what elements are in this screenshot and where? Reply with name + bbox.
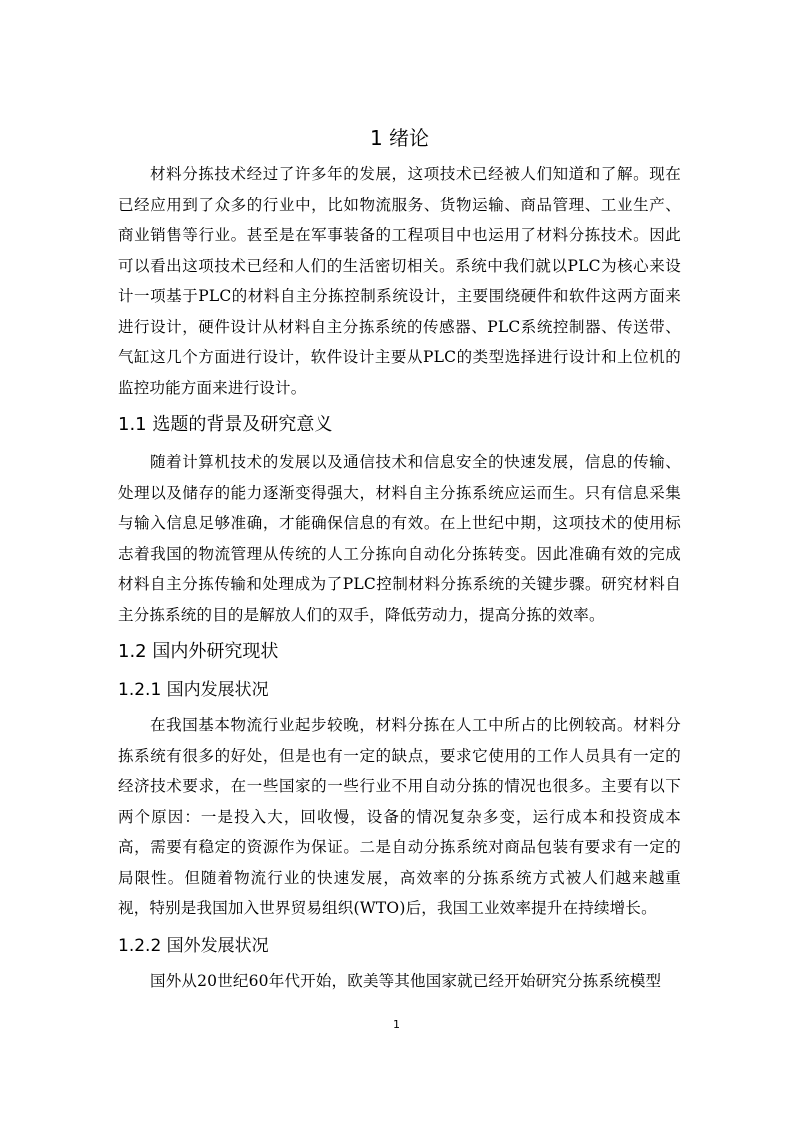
section-1-2-1-paragraph: 在我国基本物流行业起步较晚，材料分拣在人工中所占的比例较高。材料分拣系统有很多的好处，但是也有一定的缺点，要求它使用的工作人员具有一定的经济技术要求，在一些国家的一些行业不用自动分拣的情况也很多。主要有以下两个原因：一是投入大，回收慢，设备的情况复杂多变，运行成本和投资成本高，需要有稳定的资源作为保证。二是自动分拣系统对商品包装有要求有一定的局限性。但随着物流行业的快速发展，高效率的分拣系统方式被人们越来越重视，特别是我国加入世界贸易组织(WTO)后，我国工业效率提升在持续增长。 [118, 716, 681, 917]
page-number: 1 [393, 1018, 400, 1031]
chapter-title: 1 绪论 [369, 126, 430, 150]
section-1-1-paragraph: 随着计算机技术的发展以及通信技术和信息安全的快速发展，信息的传输、处理以及储存的能力逐渐变得强大，材料自主分拣系统应运而生。只有信息采集与输入信息足够准确，才能确保信息的有效。在上世纪中期，这项技术的使用标志着我国的物流管理从传统的人工分拣向自动化分拣转变。因此准确有效的完成材料自主分拣传输和处理成为了PLC控制材料分拣系统的关键步骤。研究材料自主分拣系统的目的是解放人们的双手，降低劳动力，提高分拣的效率。 [118, 453, 681, 624]
section-1-2-1-heading: 1.2.1 国内发展状况 [118, 680, 269, 700]
section-1-1-heading: 1.1 选题的背景及研究意义 [118, 414, 333, 435]
section-1-2-2-paragraph: 国外从20世纪60年代开始，欧美等其他国家就已经开始研究分拣系统模型 [150, 971, 662, 990]
section-1-2-2-heading: 1.2.2 国外发展状况 [118, 935, 269, 956]
chapter-intro-paragraph: 材料分拣技术经过了许多年的发展，这项技术已经被人们知道和了解。现在已经应用到了众多的行业中，比如物流服务、货物运输、商品管理、工业生产、商业销售等行业。甚至是在军事装备的工程项目中也运用了材料分拣技术。因此可以看出这项技术已经和人们的生活密切相关。系统中我们就以PLC为核心来设计一项基于PLC的材料自主分拣控制系统设计，主要围绕硬件和软件这两方面来进行设计，硬件设计从材料自主分拣系统的传感器、PLC系统控制器、传送带、气缸这几个方面进行设计，软件设计主要从PLC的类型选择进行设计和上位机的监控功能方面来进行设计。 [118, 165, 681, 397]
section-1-2-heading: 1.2 国内外研究现状 [118, 641, 279, 662]
page-content [118, 122, 681, 996]
